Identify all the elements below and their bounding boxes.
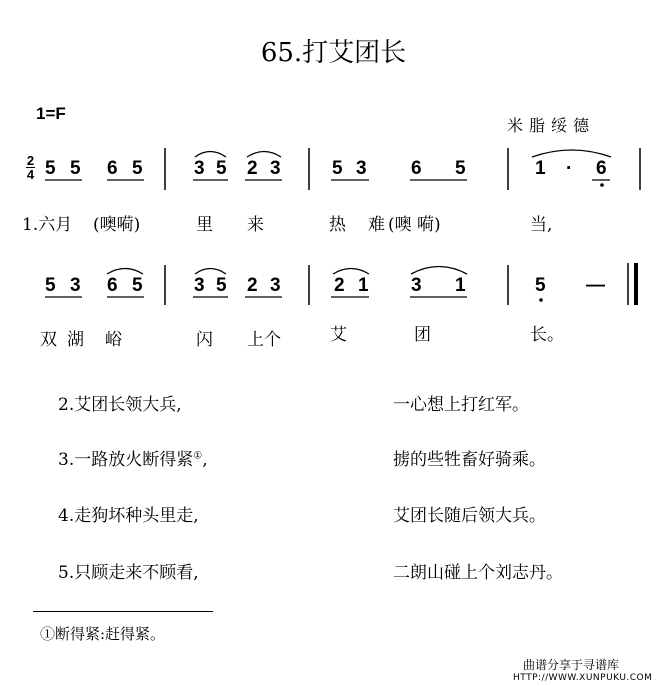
note-dot: ·: [566, 158, 573, 179]
note: 3: [356, 158, 367, 179]
verse-left: 2.艾团长领大兵,: [58, 395, 182, 415]
note: 1: [455, 275, 466, 296]
octave-dot: [600, 183, 604, 187]
slur: [411, 267, 467, 275]
note: 3: [411, 275, 422, 296]
verse-right: 二朗山碰上个刘志丹。: [393, 563, 563, 583]
key-signature: 1=F: [36, 104, 66, 123]
note: 6: [596, 158, 607, 179]
note: 5: [45, 158, 56, 179]
lyric: 艾: [330, 325, 347, 345]
lyric: 双: [40, 330, 57, 350]
source-label: 米脂绥德: [507, 116, 596, 135]
verse-left: 5.只顾走来不顾看,: [58, 563, 199, 583]
verse-right: 艾团长随后领大兵。: [393, 506, 546, 526]
lyric: 峪: [105, 330, 122, 350]
lyric: 闪: [196, 330, 213, 350]
note: 3: [270, 158, 281, 179]
note: 5: [45, 275, 56, 296]
note: 2: [247, 275, 258, 296]
note: 2: [334, 275, 345, 296]
slur: [195, 152, 226, 158]
time-signature: [26, 154, 35, 181]
octave-dot: [539, 298, 543, 302]
note: 6: [107, 158, 118, 179]
footnote: ①断得紧:赶得紧。: [40, 625, 166, 643]
lyric: 长。: [530, 325, 564, 345]
note-dash: —: [586, 275, 605, 296]
slur: [532, 150, 611, 157]
note: 6: [107, 275, 118, 296]
lyric: 湖: [67, 330, 84, 350]
lyric: 团: [414, 325, 431, 345]
note: 1: [358, 275, 369, 296]
lyric: 热: [329, 215, 346, 235]
lyric: 难: [368, 215, 385, 235]
footer-site-name: 曲谱分享于寻谱库: [523, 658, 620, 672]
lyric: 上个: [247, 330, 281, 350]
lyric: (噢嗬): [93, 215, 141, 235]
lyric: 来: [247, 215, 264, 235]
verse-right: 掳的些牲畜好骑乘。: [393, 450, 546, 470]
lyric: 1.六月: [22, 215, 73, 235]
slur: [247, 152, 281, 158]
note: 2: [247, 158, 258, 179]
note: 5: [216, 275, 227, 296]
note: 5: [332, 158, 343, 179]
note: 6: [411, 158, 422, 179]
verse-left: [58, 445, 208, 470]
verse-left: 4.走狗坏种头里走,: [58, 506, 199, 526]
slur: [107, 269, 143, 275]
note: 5: [70, 158, 81, 179]
note: 5: [535, 275, 546, 296]
note: 3: [70, 275, 81, 296]
page-title: 65.打艾团长: [260, 38, 407, 68]
note: 3: [194, 158, 205, 179]
note: 3: [270, 275, 281, 296]
note: 5: [216, 158, 227, 179]
time-top: 2: [26, 153, 35, 168]
verse-right: 一心想上打红军。: [393, 395, 529, 415]
note: 5: [132, 158, 143, 179]
note: 5: [455, 158, 466, 179]
note: 3: [194, 275, 205, 296]
lyric: 当,: [530, 215, 553, 235]
footer-url: HTTP://WWW.XUNPUKU.COM: [513, 673, 653, 683]
lyric: (噢 嗬): [388, 215, 441, 235]
lyric: 里: [196, 215, 213, 235]
verse-text: 3.一路放火断得紧: [58, 450, 194, 470]
note: 5: [132, 275, 143, 296]
slur: [195, 269, 226, 275]
note: 1: [535, 158, 546, 179]
time-bottom: 4: [26, 167, 35, 182]
footnote-mark: ①: [193, 450, 203, 462]
slur: [333, 269, 369, 275]
verse-punct: ,: [202, 450, 208, 470]
footnote-rule: [33, 611, 213, 612]
